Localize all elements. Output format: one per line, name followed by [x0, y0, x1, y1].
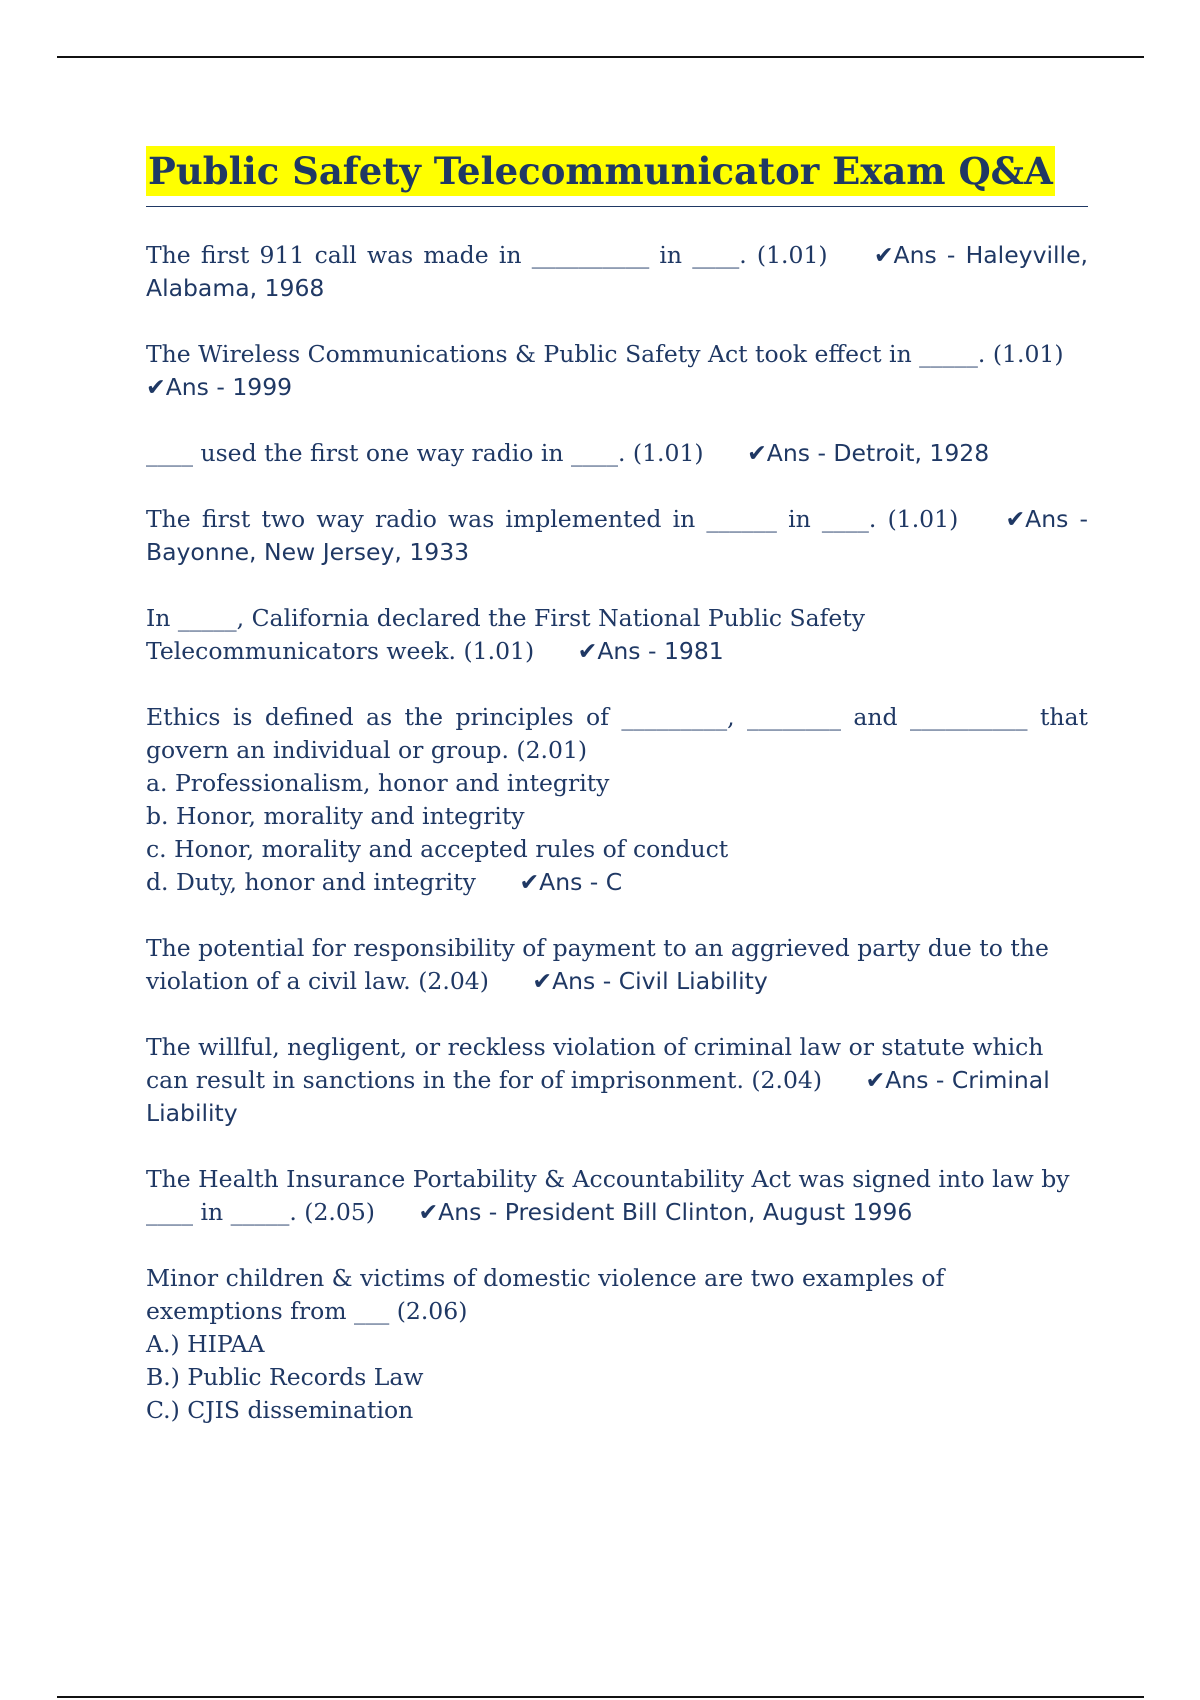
qa-item — [146, 1163, 1088, 1229]
qa-item — [146, 932, 1088, 998]
option-d: d. Duty, honor and integrity — [146, 868, 476, 896]
answer-text: President Bill Clinton, August 1996 — [504, 1198, 913, 1226]
question-text: The potential for responsibility of payment to an aggrieved party due to the — [146, 934, 1049, 962]
question-text: The Health Insurance Portability & Accountability Act was signed into law by — [146, 1165, 1070, 1193]
question-text: exemptions from ___ (2.06) — [146, 1297, 468, 1325]
answer-text: Detroit, 1928 — [833, 439, 990, 467]
answer-prefix: ✔Ans - — [519, 868, 606, 896]
option-b: B.) Public Records Law — [146, 1363, 424, 1391]
question-text: The first two way radio was implemented in ______ in ____. (1.01) — [146, 505, 959, 533]
answer-text: Haleyville, Alabama, 1968 — [146, 241, 1088, 302]
qa-item — [146, 239, 1088, 305]
header-rule — [57, 56, 1144, 58]
option-c: C.) CJIS dissemination — [146, 1396, 414, 1424]
qa-item — [146, 1031, 1088, 1130]
question-text: In _____, California declared the First National Public Safety — [146, 604, 865, 632]
qa-item — [146, 1262, 1088, 1427]
answer-prefix: ✔Ans - — [418, 1198, 505, 1226]
answer-prefix: ✔Ans - — [1005, 505, 1088, 533]
question-text: can result in sanctions in the for of imprisonment. (2.04) — [146, 1066, 823, 1094]
question-text: Minor children & victims of domestic violence are two examples of — [146, 1264, 945, 1292]
question-text: The Wireless Communications & Public Safety Act took effect in _____. (1.01) — [146, 340, 1064, 368]
question-text: The first 911 call was made in __________ in ____. (1.01) — [146, 241, 828, 269]
answer — [418, 1198, 912, 1226]
answer-prefix: ✔Ans - — [532, 967, 619, 995]
qa-item — [146, 701, 1088, 899]
option-c: c. Honor, morality and accepted rules of conduct — [146, 835, 729, 863]
question-text: ____ used the first one way radio in ____. (1.01) — [146, 439, 704, 467]
qa-item — [146, 503, 1088, 569]
answer — [578, 637, 724, 665]
question-text: ____ in _____. (2.05) — [146, 1198, 375, 1226]
answer-prefix: ✔Ans - — [865, 1066, 952, 1094]
question-text: Ethics is defined as the principles of _________, ________ and __________ that govern an individual or group. (2.01) — [146, 703, 1088, 764]
question-text: violation of a civil law. (2.04) — [146, 967, 489, 995]
qa-item — [146, 437, 1088, 470]
document-body — [146, 146, 1088, 1460]
answer-text: Criminal Liability — [146, 1066, 1050, 1127]
answer — [146, 373, 292, 401]
option-b: b. Honor, morality and integrity — [146, 802, 525, 830]
qa-item — [146, 338, 1088, 404]
title-block — [146, 146, 1088, 207]
question-text: The willful, negligent, or reckless violation of criminal law or statute which — [146, 1033, 1044, 1061]
option-a: a. Professionalism, honor and integrity — [146, 769, 610, 797]
page-title: Public Safety Telecommunicator Exam Q&A — [146, 146, 1055, 196]
answer-text: 1999 — [232, 373, 293, 401]
answer-text: C — [605, 868, 623, 896]
answer — [532, 967, 767, 995]
footer-rule — [57, 1696, 1144, 1698]
answer-prefix: ✔Ans - — [747, 439, 834, 467]
question-text: Telecommunicators week. (1.01) — [146, 637, 535, 665]
qa-item — [146, 602, 1088, 668]
answer-prefix: ✔Ans - — [873, 241, 966, 269]
answer-prefix: ✔Ans - — [146, 373, 233, 401]
answer-prefix: ✔Ans - — [577, 637, 664, 665]
answer-text: 1981 — [663, 637, 724, 665]
answer-text: Bayonne, New Jersey, 1933 — [146, 538, 470, 566]
answer — [747, 439, 989, 467]
answer — [519, 868, 622, 896]
answer-text: Civil Liability — [618, 967, 768, 995]
option-a: A.) HIPAA — [146, 1330, 265, 1358]
